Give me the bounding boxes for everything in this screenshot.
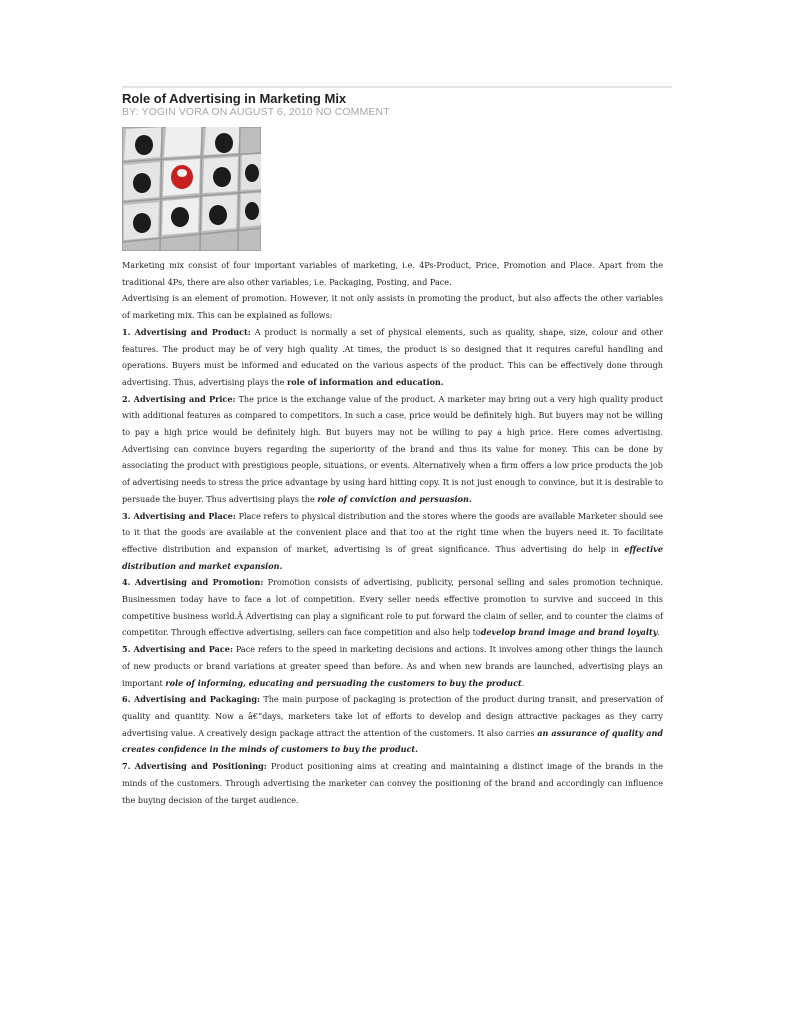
section-emphasis: effective distribution and market expansion.: [122, 543, 663, 571]
top-divider: [122, 86, 672, 88]
section-text: The main purpose of packaging is protection of the product during transit, and preservation of quality and quantity. Now a â€“days, marketers take lot of efforts to develop and design attractive packages as they carry advertising value. A creatively design package attract the attention of the customers. It also carries: [122, 694, 663, 738]
section-text: Pace refers to the speed in marketing decisions and actions. It involves among other things the launch of new products or brand variations at greater speed than before. As and when new brands are launched, advertising plays an important: [122, 644, 663, 688]
section-heading: 2. Advertising and Price:: [122, 393, 236, 404]
section-emphasis: role of informing, educating and persuading the customers to buy the product: [165, 677, 522, 688]
section-paragraph: [122, 574, 663, 641]
intro-paragraph: Marketing mix consist of four important variables of marketing, i.e. 4Ps-Product, Price, Promotion and Place. Apart from the traditional 4Ps, there are also other variables, i.e. Packaging, Posting, and Pace.: [122, 260, 663, 287]
section-text: The price is the exchange value of the product. A marketer may bring out a very high quality product with additional features as compared to competitors. In such a case, price would be definitely high. But buyers may not be willing to pay a high price would be definitely high. But buyers may not be willing to pay a high price. Here comes advertising. Advertising can convince buyers regarding the superiority of the brand and thus its value for money. This can be done by associating the product with prestigious people, situations, or events. Alternatively when a firm offers a low price products the job of advertising needs to stress the price advantage by using hard hitting copy. It is not just enough to convince, but it is desirable to persuade the buyer. Thus advertising plays the: [122, 393, 663, 504]
section-paragraph: [122, 324, 663, 391]
section-heading: 6. Advertising and Packaging:: [122, 694, 261, 705]
section-heading: 3. Advertising and Place:: [122, 510, 236, 521]
section-emphasis: role of information and education.: [287, 376, 444, 387]
section-text: A product is normally a set of physical elements, such as quality, shape, size, colour and other features. The product may be of very high quality .At times, the product is so designed that it requires careful handling and operations. Buyers must be informed and educated on the various aspects of the product. This can be effectively done through advertising. Thus, advertising plays the: [122, 326, 663, 387]
section-text: Product positioning aims at creating and maintaining a distinct image of the brands in the minds of the customers. Through advertising the marketer can convey the positioning of the brand and accordingly can influence the buying decision of the target audience.: [122, 761, 663, 805]
section-heading: 5. Advertising and Pace:: [122, 644, 233, 655]
section-heading: 1. Advertising and Product:: [122, 326, 251, 337]
section-paragraph: [122, 508, 663, 575]
intro-paragraph: Advertising is an element of promotion. However, it not only assists in promoting the product, but also affects the other variables of marketing mix. This can be explained as follows:: [122, 293, 663, 321]
article: [122, 86, 663, 808]
section-paragraph: [122, 758, 663, 808]
bottle-grid-image: [122, 127, 261, 251]
section-emphasis: develop brand image and brand loyalty: [480, 627, 658, 638]
article-body: [122, 257, 663, 808]
section-emphasis: an assurance of quality and creates confidence in the minds of customers to buy the product.: [122, 727, 663, 755]
section-paragraph: [122, 391, 663, 508]
article-byline: BY: YOGIN VORA ON AUGUST 6, 2010 NO COMMENT: [122, 106, 390, 118]
section-heading: 4. Advertising and Promotion:: [122, 577, 264, 588]
section-tail: .: [657, 627, 661, 638]
section-text: Promotion consists of advertising, publicity, personal selling and sales promotion technique. Businessmen today have to face a lot of competition. Every seller needs effective promotion to survive and succeed in this competitive business world.Â Advertising can play a significant role to put forward the claim of seller, and to counter the claims of competitor. Through effective advertising, sellers can face competition and also help to: [122, 577, 663, 638]
article-title[interactable]: Role of Advertising in Marketing Mix: [122, 91, 347, 106]
section-text: Place refers to physical distribution and the stores where the goods are available Marketer should see to it that the goods are available at the convenient place and that too at the right time when the buyers need it. To facilitate effective distribution and expansion of market, advertising is of great significance. Thus advertising do help in: [122, 510, 663, 554]
section-paragraph: [122, 691, 663, 758]
section-emphasis: role of conviction and persuasion.: [317, 493, 472, 504]
section-heading: 7. Advertising and Positioning:: [122, 761, 267, 772]
section-paragraph: [122, 641, 663, 691]
section-tail: .: [521, 677, 525, 688]
